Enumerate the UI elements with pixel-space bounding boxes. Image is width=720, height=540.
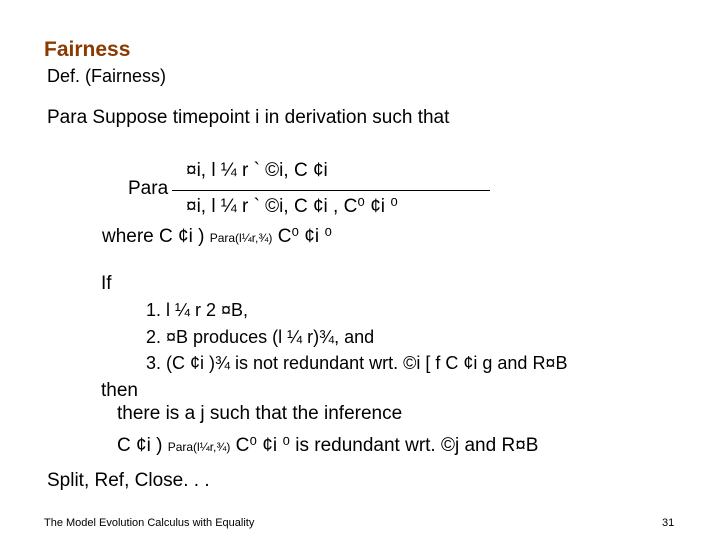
where-prefix: where C ¢i ): [102, 226, 205, 247]
slide-title: Fairness: [44, 38, 131, 61]
definition-heading: Def. (Fairness): [47, 66, 167, 86]
conclusion-suffix: C⁰ ¢i ⁰ is redundant wrt. ©j and R¤B: [235, 435, 539, 456]
conclusion-inference: [117, 434, 538, 457]
page-number: 31: [662, 517, 675, 529]
condition-item-2: 2. ¤B produces (l ¼ r)¾, and: [146, 327, 375, 347]
rule-premise: ¤i, l ¼ r ` ©i, C ¢i: [186, 160, 328, 181]
where-clause: [102, 225, 332, 248]
other-rules-line: Split, Ref, Close. . .: [47, 470, 210, 491]
if-label: If: [101, 273, 112, 294]
then-statement: there is a j such that the inference: [117, 403, 403, 424]
conclusion-prefix: C ¢i ): [117, 435, 163, 456]
rule-conclusion: ¤i, l ¼ r ` ©i, C ¢i , C⁰ ¢i ⁰: [186, 196, 398, 217]
footer-text: The Model Evolution Calculus with Equality: [44, 517, 255, 529]
where-subscript: Para(l¼r,¾): [209, 231, 273, 245]
para-statement: Para Suppose timepoint i in derivation such that: [47, 107, 450, 128]
condition-item-1: 1. l ¼ r 2 ¤B,: [146, 300, 249, 320]
inference-rule-line: [172, 190, 490, 191]
conclusion-subscript: Para(l¼r,¾): [167, 440, 231, 454]
then-label: then: [101, 380, 138, 401]
rule-label: Para: [128, 178, 169, 199]
where-suffix: C⁰ ¢i ⁰: [277, 226, 332, 247]
condition-item-3: 3. (C ¢i )¾ is not redundant wrt. ©i [ f C ¢i g and R¤B: [146, 353, 568, 373]
